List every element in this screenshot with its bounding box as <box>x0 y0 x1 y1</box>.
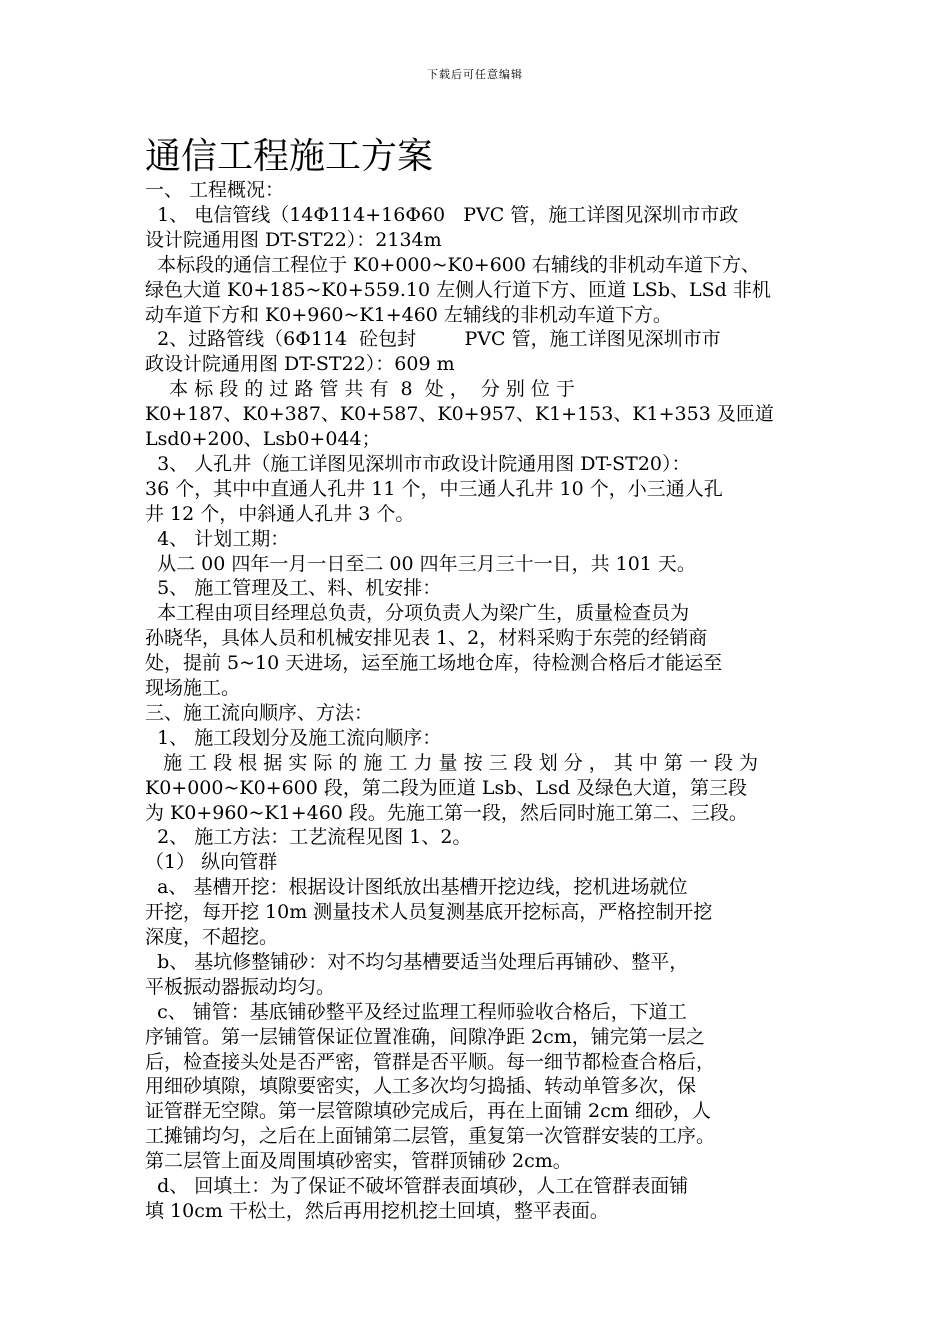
text-line: 三、施工流向顺序、方法： <box>145 701 374 724</box>
text-line: 3、 人孔井（施工详图见深圳市市政设计院通用图 DT-ST20）： <box>145 452 691 475</box>
text-line: 序铺管。第一层铺管保证位置准确，间隙净距 2cm，铺完第一层之 <box>145 1025 705 1048</box>
text-line: a、 基槽开挖：根据设计图纸放出基槽开挖边线，挖机进场就位 <box>145 876 688 899</box>
text-line: 平板振动器振动均匀。 <box>145 975 336 998</box>
text-line: 政设计院通用图 DT-ST22）：609 m <box>145 353 455 376</box>
text-line: 用细砂填隙，填隙要密实，人工多次均匀捣插、转动单管多次，保 <box>145 1075 697 1098</box>
text-line: 第二层管上面及周围填砂密实，管群顶铺砂 2cm。 <box>145 1150 572 1173</box>
text-line: 后，检查接头处是否严密，管群是否平顺。每一细节都检查合格后， <box>145 1050 716 1073</box>
text-line: 证管群无空隙。第一层管隙填砂完成后，再在上面铺 2cm 细砂，人 <box>145 1100 711 1123</box>
text-line: K0+187、K0+387、K0+587、K0+957、K1+153、K1+353 及匝道 <box>145 403 774 426</box>
text-line: c、 铺管：基底铺砂整平及经过监理工程师验收合格后，下道工 <box>145 1000 687 1023</box>
text-line: 绿色大道 K0+185~K0+559.10 左侧人行道下方、匝道 LSb、LSd 非机 <box>145 278 771 301</box>
text-line: 本标段的通信工程位于 K0+000~K0+600 右辅线的非机动车道下方、 <box>145 253 761 276</box>
text-line: 工摊铺均匀，之后在上面铺第二层管，重复第一次管群安装的工序。 <box>145 1125 716 1148</box>
text-line: 为 K0+960~K1+460 段。先施工第一段，然后同时施工第二、三段。 <box>145 801 748 824</box>
text-line: b、 基坑修整铺砂：对不均匀基槽要适当处理后再铺砂、整平， <box>145 950 689 973</box>
text-line: 设计院通用图 DT-ST22）：2134m <box>145 228 442 251</box>
text-line: 2、过路管线（6Φ114 砼包封 PVC 管，施工详图见深圳市市 <box>145 328 721 351</box>
text-line: 从二 00 四年一月一日至二 00 四年三月三十一日，共 101 天。 <box>145 552 696 575</box>
text-line: K0+000~K0+600 段，第二段为匝道 Lsb、Lsd 及绿色大道，第三段 <box>145 776 748 799</box>
text-line: 井 12 个，中斜通人孔井 3 个。 <box>145 502 415 525</box>
text-line: 动车道下方和 K0+960~K1+460 左辅线的非机动车道下方。 <box>145 303 672 326</box>
text-line: 现场施工。 <box>145 677 241 699</box>
text-line: 4、 计划工期： <box>145 527 290 550</box>
text-line: 5、 施工管理及工、料、机安排： <box>145 577 442 600</box>
text-line: 开挖，每开挖 10m 测量技术人员复测基底开挖标高，严格控制开挖 <box>145 901 713 924</box>
text-line: 孙晓华，具体人员和机械安排见表 1、2，材料采购于东莞的经销商 <box>145 627 708 650</box>
text-line: （1） 纵向管群 <box>145 851 278 874</box>
text-line: 施 工 段 根 据 实 际 的 施 工 力 量 按 三 段 划 分 ， 其 中 第 一 段 为 <box>145 751 759 774</box>
document-title: 通信工程施工方案 <box>145 136 434 177</box>
text-line: 1、 电信管线（14Φ114+16Φ60 PVC 管，施工详图见深圳市市政 <box>145 203 739 226</box>
text-line: 1、 施工段划分及施工流向顺序： <box>145 726 442 749</box>
text-line: 处，提前 5~10 天进场，运至施工场地仓库，待检测合格后才能运至 <box>145 652 723 675</box>
text-line: 本 标 段 的 过 路 管 共 有 8 处 ， 分 别 位 于 <box>145 378 575 401</box>
page-header: 下载后可任意编辑 <box>427 68 523 81</box>
text-line: 本工程由项目经理总负责，分项负责人为梁广生，质量检查员为 <box>145 602 690 625</box>
text-line: 填 10cm 干松土，然后再用挖机挖土回填，整平表面。 <box>145 1199 609 1222</box>
text-line: 2、 施工方法：工艺流程见图 1、2。 <box>145 826 472 849</box>
text-line: d、 回填土：为了保证不破坏管群表面填砂，人工在管群表面铺 <box>145 1175 689 1197</box>
text-line: 深度，不超挖。 <box>145 926 279 948</box>
text-line: Lsd0+200、Lsb0+044； <box>145 428 381 450</box>
text-line: 一、 工程概况： <box>145 179 285 201</box>
text-line: 36 个，其中中直通人孔井 11 个，中三通人孔井 10 个，小三通人孔 <box>145 477 723 500</box>
